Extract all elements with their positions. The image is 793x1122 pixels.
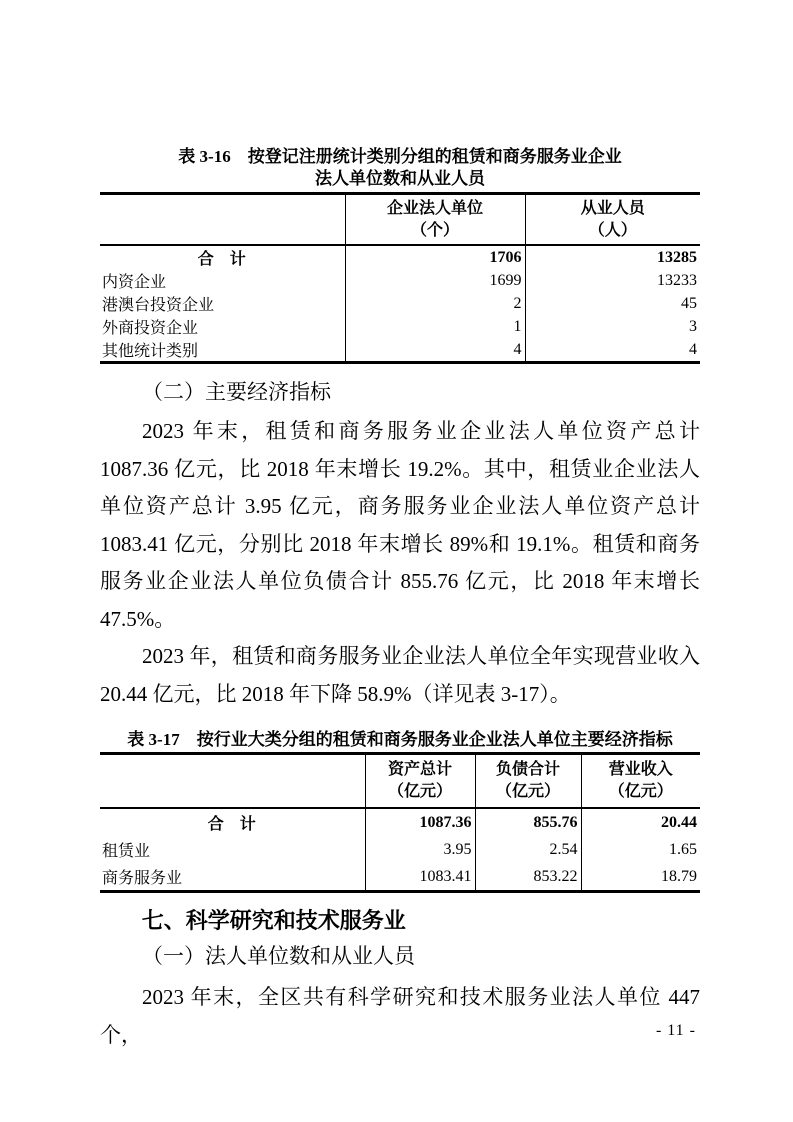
- table-row: [100, 836, 700, 863]
- table-header-row: [100, 194, 700, 246]
- column-header-title: 从业人员: [580, 199, 645, 217]
- column-header-unit: （亿元）: [608, 783, 673, 800]
- cell-revenue: 1.65: [581, 836, 700, 863]
- table-3-17-title: 表 3-17 按行业大类分组的租赁和商务服务业企业法人单位主要经济指标: [127, 730, 673, 749]
- column-header-unit: （个）: [410, 221, 459, 239]
- row-label: 港澳台投资企业: [102, 297, 215, 314]
- cell-units: 1706: [345, 245, 525, 269]
- row-label: 商务服务业: [102, 870, 183, 887]
- cell-assets: 3.95: [365, 836, 475, 863]
- page-number: - 11 -: [655, 1022, 696, 1039]
- cell-employees: 45: [525, 292, 700, 315]
- column-header-title: 资产总计: [387, 761, 452, 778]
- column-header-liabilities: [475, 754, 581, 809]
- cell-employees: 4: [525, 338, 700, 363]
- table-3-16-title-line2: 法人单位数和从业人员: [315, 169, 485, 188]
- table-row: [100, 269, 700, 292]
- column-header-employees: [525, 194, 700, 246]
- table-row: [100, 338, 700, 363]
- row-label: 租赁业: [102, 843, 151, 860]
- cell-employees: 13285: [525, 245, 700, 269]
- stub-header-cell: [100, 754, 365, 809]
- cell-employees: 13233: [525, 269, 700, 292]
- table-row-total: [100, 245, 700, 269]
- cell-units: 2: [345, 292, 525, 315]
- section-2-heading: （二）主要经济指标: [142, 380, 331, 404]
- row-label: 内资企业: [102, 274, 167, 291]
- cell-liabilities: 2.54: [475, 836, 581, 863]
- section-7-heading: 七、科学研究和技术服务业: [141, 908, 406, 933]
- cell-revenue: 18.79: [581, 863, 700, 892]
- row-label: 其他统计类别: [102, 343, 199, 360]
- table-row: [100, 315, 700, 338]
- section-7-sub-heading: （一）法人单位数和从业人员: [142, 944, 415, 968]
- table-3-17-body: [100, 808, 700, 892]
- paragraph-science-services: 2023 年末，全区共有科学研究和技术服务业法人单位 447 个，: [100, 985, 700, 1047]
- column-header-unit: （人）: [588, 221, 637, 239]
- column-header-units: [345, 194, 525, 246]
- table-header-row: [100, 754, 700, 809]
- cell-units: 1699: [345, 269, 525, 292]
- column-header-title: 企业法人单位: [386, 199, 483, 217]
- cell-liabilities: 853.22: [475, 863, 581, 892]
- cell-assets: 1083.41: [365, 863, 475, 892]
- cell-assets: 1087.36: [365, 808, 475, 836]
- row-label: 合 计: [197, 251, 246, 268]
- column-header-assets: [365, 754, 475, 809]
- cell-revenue: 20.44: [581, 808, 700, 836]
- cell-employees: 3: [525, 315, 700, 338]
- paragraph-economic-indicators-1: 2023 年末，租赁和商务服务业企业法人单位资产总计 1087.36 亿元，比 2018 年末增长 19.2%。其中，租赁业企业法人单位资产总计 3.95 亿元，商务服务业企业法人单位资产总计 1083.41 亿元，分别比 2018 年末增长 89%和 19.1%。租赁和商务服务业企业法人单位负债合计 855.76 亿元，比 2018 年末增长 47.5%。: [100, 419, 700, 631]
- column-header-title: 营业收入: [608, 761, 673, 778]
- table-3-16-body: [100, 245, 700, 363]
- table-3-16-title: [100, 146, 700, 190]
- paragraph-economic-indicators-2: 2023 年，租赁和商务服务业企业法人单位全年实现营业收入 20.44 亿元，比 2018 年下降 58.9%（详见表 3-17）。: [100, 644, 700, 706]
- stub-header-cell: [100, 194, 345, 246]
- table-3-17: [100, 752, 700, 893]
- cell-liabilities: 855.76: [475, 808, 581, 836]
- table-3-16-header: [100, 194, 700, 246]
- cell-units: 1: [345, 315, 525, 338]
- table-row: [100, 292, 700, 315]
- cell-units: 4: [345, 338, 525, 363]
- row-label: 外商投资企业: [102, 320, 199, 337]
- row-label: 合 计: [207, 816, 256, 833]
- column-header-title: 负债合计: [495, 761, 560, 778]
- table-3-16-title-line1: 表 3-16 按登记注册统计类别分组的租赁和商务服务业企业: [178, 147, 622, 166]
- column-header-revenue: [581, 754, 700, 809]
- table-row-total: [100, 808, 700, 836]
- table-3-17-header: [100, 754, 700, 809]
- table-row: [100, 863, 700, 892]
- page-content: [100, 146, 700, 1054]
- column-header-unit: （亿元）: [495, 783, 560, 800]
- table-3-16: [100, 192, 700, 364]
- column-header-unit: （亿元）: [387, 783, 452, 800]
